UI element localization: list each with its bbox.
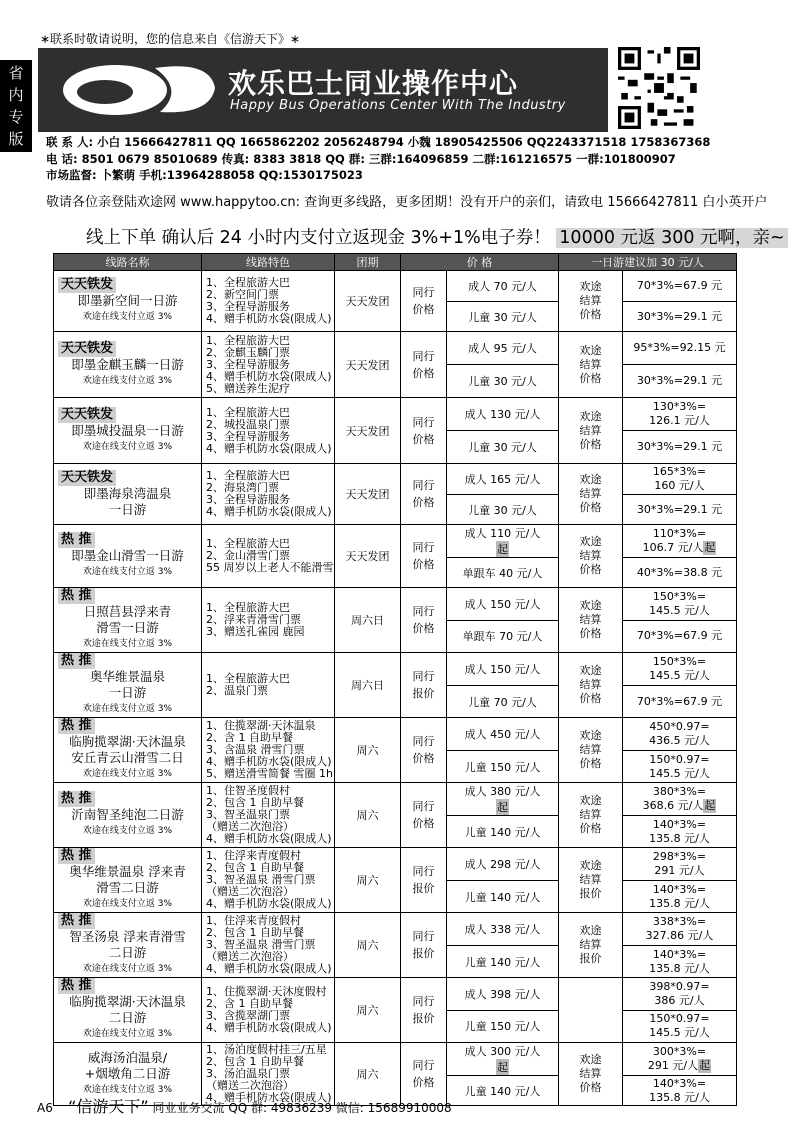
- feature-item: 4、赠手机防水袋(限成人): [206, 505, 332, 518]
- feature-item: 2、新空间门票: [206, 288, 279, 301]
- route-row: [54, 525, 737, 558]
- settle-adult-text: 150*3%= 145.5 元/人: [649, 589, 710, 617]
- settle-label: 欢途 结算 价格: [559, 653, 623, 718]
- route-name[interactable]: 滑雪二日游: [96, 880, 159, 895]
- route-features: [202, 332, 335, 398]
- settle-adult-text: 300*3%= 291 元/人: [647, 1045, 707, 1072]
- feature-item: 55 周岁以上老人不能滑雪: [206, 561, 334, 574]
- feature-item: 3、含揽翠湖门票: [206, 1009, 290, 1022]
- route-schedule: 天天发团: [335, 332, 401, 398]
- settle-child: 140*3%= 135.8 元/人: [623, 881, 737, 913]
- feature-item: 1、住揽翠湖·天沐温泉: [206, 719, 316, 732]
- route-features: [202, 913, 335, 978]
- child-price: 儿童 140 元/人: [447, 816, 559, 848]
- feature-item: 2、金山滑雪门票: [206, 549, 290, 562]
- rebate-note: 欢途在线支付立返 3%: [82, 769, 173, 779]
- header-suggest: 一日游建议加 30 元/人: [559, 254, 737, 271]
- price-type: 同行 价格: [401, 271, 447, 332]
- adult-price-text: 成人 95 元/人: [468, 342, 537, 355]
- feature-item: 1、全程旅游大巴: [206, 672, 290, 685]
- adult-price-text: 成人 298 元/人: [464, 858, 541, 872]
- route-tag: 热 推: [58, 791, 95, 807]
- feature-item: 5、赠送养生泥疗: [206, 381, 290, 395]
- feature-item: 2、含 1 自助早餐: [206, 997, 293, 1010]
- adult-price: [447, 525, 559, 558]
- settle-child: 150*0.97= 145.5 元/人: [623, 1010, 737, 1043]
- adult-price: [447, 783, 559, 816]
- child-price: 单跟车 40 元/人: [447, 558, 559, 588]
- adult-price-text: 成人 165 元/人: [464, 473, 541, 486]
- route-name-cell: [54, 271, 202, 332]
- route-features: [202, 848, 335, 913]
- promo-text: 线上下单 确认后 24 小时内支付立返现金 3%+1%电子券！: [86, 228, 551, 248]
- settle-label: 欢途 结算 价格: [559, 464, 623, 525]
- route-features: [202, 464, 335, 525]
- route-row: [54, 913, 737, 946]
- route-name[interactable]: 二日游: [108, 945, 147, 960]
- settle-label: 欢途 结算 价格: [559, 783, 623, 848]
- route-row: [54, 588, 737, 621]
- settle-child: 30*3%=29.1 元: [623, 431, 737, 464]
- adult-price: [447, 271, 559, 302]
- feature-item: 2、浮来青滑雪门票: [206, 613, 301, 626]
- route-name-cell: [54, 332, 202, 398]
- price-type: 同行 价格: [401, 525, 447, 588]
- price-type: 同行 价格: [401, 783, 447, 848]
- route-tag: 热 推: [58, 532, 95, 548]
- source-notice: ∗联系时敬请说明，您的信息来自《信游天下》∗: [40, 32, 301, 46]
- route-name-cell: [54, 653, 202, 718]
- route-name[interactable]: +烟墩角二日游: [84, 1066, 171, 1081]
- route-name[interactable]: 即墨城投温泉一日游: [71, 422, 184, 438]
- feature-item: 4、赠手机防水袋(限成人): [206, 369, 332, 383]
- route-row: [54, 848, 737, 881]
- child-price: 儿童 30 元/人: [447, 302, 559, 332]
- contact-line-2: 电 话: 8501 0679 85010689 传真: 8383 3818 QQ 群: 三群:164096859 二群:161216575 一群:101800907: [46, 152, 676, 166]
- settle-child: 30*3%=29.1 元: [623, 302, 737, 332]
- route-name[interactable]: 奥华维景温泉: [89, 669, 165, 684]
- route-name-cell: [54, 588, 202, 653]
- feature-item: 2、含 1 自助早餐: [206, 731, 293, 744]
- route-tag: 天天铁发: [58, 407, 116, 423]
- adult-price-text: 成人 150 元/人: [464, 663, 541, 677]
- adult-price: [447, 1043, 559, 1076]
- routes-table: [53, 253, 737, 1106]
- feature-item: 3、全程导游服务: [206, 429, 290, 443]
- adult-price: [447, 848, 559, 881]
- adult-price-text: 成人 150 元/人: [464, 597, 541, 611]
- settle-child: 40*3%=38.8 元: [623, 558, 737, 588]
- settle-adult: [623, 848, 737, 881]
- route-name[interactable]: 即墨新空间一日游: [77, 293, 178, 308]
- feature-item: 3、含温泉 滑雪门票: [206, 743, 305, 756]
- feature-item: 2、温泉门票: [206, 684, 268, 697]
- settle-label: 欢途 结算 价格: [559, 271, 623, 332]
- route-name-cell: [54, 848, 202, 913]
- promo-highlight: 10000 元返 300 元啊，亲~: [556, 228, 787, 248]
- feature-item: 5、赠送滑雪简餐 雪圈 1h: [206, 767, 333, 780]
- feature-item: 4、赠手机防水袋(限成人): [206, 312, 332, 325]
- route-schedule: 周六: [335, 978, 401, 1043]
- feature-item: 3、智圣温泉门票: [206, 808, 290, 821]
- feature-item: 2、海泉湾门票: [206, 481, 279, 494]
- price-type: 同行 价格: [401, 588, 447, 653]
- price-type: 同行 报价: [401, 848, 447, 913]
- route-features: [202, 271, 335, 332]
- price-type: 同行 报价: [401, 978, 447, 1043]
- feature-item: 1、全程旅游大巴: [206, 469, 290, 482]
- settle-child: 70*3%=67.9 元: [623, 686, 737, 718]
- price-type: 同行 价格: [401, 464, 447, 525]
- rebate-note: 欢途在线支付立返 3%: [82, 826, 173, 836]
- rebate-note: 欢途在线支付立返 3%: [82, 441, 173, 452]
- feature-item: 1、全程旅游大巴: [206, 537, 290, 550]
- route-schedule: 天天发团: [335, 525, 401, 588]
- feature-item: 2、城投温泉门票: [206, 417, 290, 431]
- route-row: [54, 464, 737, 495]
- rebate-note: 欢途在线支付立返 3%: [82, 1029, 173, 1039]
- route-tag: 天天铁发: [58, 277, 116, 293]
- route-name-cell: [54, 783, 202, 848]
- feature-item: 3、汤泊温泉门票: [206, 1067, 290, 1080]
- adult-price: [447, 398, 559, 431]
- website-hint: 敬请各位亲登陆欢途网 www.happytoo.cn: 查询更多线路，更多团期！没有开户的亲们，请致电 15666427811 白小英开户: [46, 195, 768, 210]
- settle-child: 70*3%=67.9 元: [623, 620, 737, 653]
- settle-adult: [623, 271, 737, 302]
- route-features: [202, 398, 335, 464]
- route-row: [54, 1043, 737, 1076]
- qi-badge: 起: [704, 799, 716, 812]
- page-number: A6: [37, 1101, 53, 1115]
- feature-item: （赠送二次泡浴）: [206, 885, 294, 898]
- settle-child: 140*3%= 135.8 元/人: [623, 1076, 737, 1106]
- settle-adult: [623, 464, 737, 495]
- adult-price-text: 成人 338 元/人: [464, 923, 541, 937]
- child-price: 儿童 140 元/人: [447, 946, 559, 978]
- settle-label: 欢途 结算 价格: [559, 718, 623, 783]
- price-type: 同行 价格: [401, 398, 447, 464]
- feature-item: 1、住浮来青度假村: [206, 914, 301, 927]
- qi-badge: 起: [699, 1059, 711, 1072]
- feature-item: 4、赠手机防水袋(限成人): [206, 1091, 332, 1104]
- feature-item: 2、包含 1 自助早餐: [206, 861, 304, 874]
- contact-line-1: 联 系 人: 小白 15666427811 QQ 1665862202 2056248794 小魏 18905425506 QQ2243371518 1758367368: [46, 135, 711, 149]
- route-schedule: 周六: [335, 848, 401, 913]
- footer-brand: “信游天下”: [68, 1097, 149, 1116]
- rebate-note: 欢途在线支付立返 3%: [82, 1085, 173, 1095]
- route-schedule: 周六: [335, 718, 401, 783]
- settle-child: 150*0.97= 145.5 元/人: [623, 751, 737, 783]
- feature-item: 4、赠手机防水袋(限成人): [206, 755, 332, 768]
- adult-price-text: 成人 70 元/人: [468, 280, 537, 293]
- settle-label: 欢途 结算 价格: [559, 332, 623, 398]
- feature-item: 1、住智圣度假村: [206, 784, 290, 797]
- route-features: [202, 783, 335, 848]
- price-type: 同行 价格: [401, 1043, 447, 1106]
- route-name[interactable]: 安丘青云山滑雪二日: [71, 750, 184, 765]
- header-schedule: 团期: [335, 254, 401, 271]
- route-name[interactable]: 二日游: [108, 1010, 147, 1025]
- settle-adult-text: 380*3%= 368.6 元/人: [642, 785, 707, 812]
- rebate-note: 欢途在线支付立返 3%: [82, 567, 173, 577]
- adult-price: [447, 978, 559, 1011]
- feature-item: 1、全程旅游大巴: [206, 333, 290, 347]
- settle-adult: [623, 1043, 737, 1076]
- child-price: 儿童 30 元/人: [447, 495, 559, 525]
- feature-item: 3、全程导游服务: [206, 493, 290, 506]
- rebate-note: 欢途在线支付立返 3%: [82, 899, 173, 909]
- child-price: 儿童 140 元/人: [447, 1076, 559, 1106]
- feature-item: 4、赠手机防水袋(限成人): [206, 832, 332, 845]
- route-row: [54, 783, 737, 816]
- route-schedule: 周六: [335, 1043, 401, 1106]
- settle-adult-text: 150*3%= 145.5 元/人: [649, 655, 710, 683]
- settle-adult: [623, 398, 737, 431]
- qr-code-icon[interactable]: [618, 46, 700, 130]
- banner-subtitle: Happy Bus Operations Center With The Industry: [230, 98, 566, 113]
- feature-item: 2、包含 1 自助早餐: [206, 1055, 304, 1068]
- settle-label: 欢途 结算 价格: [559, 398, 623, 464]
- adult-price-text: 成人 380 元/人: [464, 785, 541, 798]
- qi-badge: 起: [704, 541, 716, 554]
- feature-item: 3、全程导游服务: [206, 300, 290, 313]
- route-tag: 热 推: [58, 848, 95, 864]
- route-row: [54, 332, 737, 365]
- adult-price: [447, 913, 559, 946]
- settle-adult: [623, 525, 737, 558]
- rebate-note: 欢途在线支付立返 3%: [82, 639, 173, 649]
- route-name-cell: [54, 464, 202, 525]
- footer: [37, 1091, 452, 1117]
- child-price: 儿童 150 元/人: [447, 751, 559, 783]
- route-features: [202, 653, 335, 718]
- feature-item: 4、赠手机防水袋(限成人): [206, 441, 332, 455]
- route-schedule: 天天发团: [335, 271, 401, 332]
- adult-price: [447, 464, 559, 495]
- adult-price: [447, 718, 559, 751]
- route-name[interactable]: 奥华维景温泉 浮来青: [69, 864, 186, 879]
- banner-title: 欢乐巴士同业操作中心: [228, 67, 519, 100]
- qi-badge: 起: [497, 801, 508, 814]
- child-price: 儿童 30 元/人: [447, 365, 559, 398]
- route-name-cell: [54, 398, 202, 464]
- route-schedule: 周六日: [335, 588, 401, 653]
- route-name-cell: [54, 978, 202, 1043]
- route-name[interactable]: 滑雪一日游: [96, 620, 159, 635]
- settle-label: [559, 978, 623, 1043]
- route-name[interactable]: 即墨海泉湾温泉: [83, 486, 172, 501]
- feature-item: 4、赠手机防水袋(限成人): [206, 962, 332, 975]
- settle-adult: [623, 332, 737, 365]
- feature-item: 4、赠手机防水袋(限成人): [206, 1021, 332, 1034]
- feature-item: 1、全程旅游大巴: [206, 276, 290, 289]
- adult-price-text: 成人 110 元/人: [464, 527, 541, 540]
- settle-label: 欢途 结算 价格: [559, 525, 623, 588]
- feature-item: 4、赠手机防水袋(限成人): [206, 897, 332, 910]
- route-row: [54, 718, 737, 751]
- feature-item: 3、智圣温泉 滑雪门票: [206, 938, 316, 951]
- header-features: 线路特色: [202, 254, 335, 271]
- settle-child: 30*3%=29.1 元: [623, 495, 737, 525]
- route-name[interactable]: 智圣汤泉 浮来青滑雪: [69, 929, 186, 944]
- child-price: 儿童 30 元/人: [447, 431, 559, 464]
- promo-banner: [86, 222, 785, 254]
- adult-price-text: 成人 398 元/人: [464, 987, 541, 1001]
- banner: [38, 48, 608, 132]
- price-type: 同行 报价: [401, 913, 447, 978]
- rebate-note: 欢途在线支付立返 3%: [82, 704, 173, 714]
- settle-adult: [623, 978, 737, 1011]
- route-tag: 热 推: [58, 653, 95, 669]
- feature-item: 2、包含 1 自助早餐: [206, 796, 304, 809]
- settle-label: 欢途 结算 报价: [559, 848, 623, 913]
- route-name[interactable]: 日照莒县浮来青: [83, 604, 172, 619]
- settle-adult: [623, 588, 737, 621]
- route-tag: 热 推: [58, 588, 95, 604]
- feature-item: 1、住浮来青度假村: [206, 849, 301, 862]
- route-name[interactable]: 即墨金麒玉麟一日游: [71, 356, 184, 372]
- rebate-note: 欢途在线支付立返 3%: [82, 312, 173, 322]
- route-name[interactable]: 一日游: [108, 502, 147, 517]
- child-price: 儿童 140 元/人: [447, 881, 559, 913]
- settle-adult-text: 95*3%=92.15 元: [633, 341, 726, 354]
- route-schedule: 天天发团: [335, 464, 401, 525]
- settle-adult-text: 110*3%= 106.7 元/人: [642, 527, 707, 554]
- feature-item: 3、赠送孔雀园 鹿园: [206, 625, 305, 638]
- settle-adult-text: 298*3%= 291 元/人: [652, 850, 707, 878]
- side-tab-label: 省 内 专 版: [8, 64, 24, 148]
- adult-price: [447, 588, 559, 621]
- route-schedule: 周六: [335, 913, 401, 978]
- route-name[interactable]: 一日游: [108, 685, 147, 700]
- child-price: 儿童 150 元/人: [447, 1010, 559, 1043]
- settle-adult: [623, 783, 737, 816]
- adult-price-text: 成人 130 元/人: [464, 408, 541, 421]
- qi-badge: 起: [497, 543, 508, 556]
- feature-item: （赠送二次泡浴）: [206, 820, 294, 833]
- route-schedule: 周六: [335, 783, 401, 848]
- route-schedule: 周六日: [335, 653, 401, 718]
- settle-adult-text: 450*0.97= 436.5 元/人: [649, 720, 710, 747]
- route-row: [54, 978, 737, 1011]
- route-features: [202, 718, 335, 783]
- price-type: 同行 价格: [401, 718, 447, 783]
- feature-item: 1、住揽翠湖·天沐度假村: [206, 985, 327, 998]
- settle-adult-text: 130*3%= 126.1 元/人: [649, 400, 710, 427]
- adult-price: [447, 332, 559, 365]
- settle-label: 欢途 结算 价格: [559, 588, 623, 653]
- settle-child: 30*3%=29.1 元: [623, 365, 737, 398]
- route-features: [202, 588, 335, 653]
- settle-adult-text: 338*3%= 327.86 元/人: [645, 915, 714, 943]
- adult-price-text: 成人 300 元/人: [464, 1045, 541, 1058]
- settle-adult: [623, 718, 737, 751]
- settle-adult-text: 70*3%=67.9 元: [636, 279, 723, 292]
- route-features: [202, 525, 335, 588]
- route-tag: 热 推: [58, 718, 95, 734]
- child-price: 儿童 70 元/人: [447, 686, 559, 718]
- footer-contact: 同业业务交流 QQ 群: 49836239 微信: 15689910008: [152, 1101, 452, 1115]
- route-schedule: 天天发团: [335, 398, 401, 464]
- settle-adult: [623, 913, 737, 946]
- feature-item: 1、汤泊度假村挂三/五星: [206, 1043, 327, 1056]
- price-type: 同行 价格: [401, 332, 447, 398]
- side-tab: [0, 60, 32, 152]
- route-row: [54, 398, 737, 431]
- feature-item: 3、智圣温泉 滑雪门票: [206, 873, 316, 886]
- feature-item: （赠送二次泡浴）: [206, 1079, 294, 1092]
- contact-line-3: 市场监督: 卜繁萌 手机:13964288058 QQ:1530175023: [46, 168, 363, 182]
- child-price: 单跟车 70 元/人: [447, 620, 559, 653]
- route-name-cell: [54, 718, 202, 783]
- route-tag: 热 推: [58, 913, 95, 929]
- route-tag: 天天铁发: [58, 470, 116, 486]
- route-name-cell: [54, 525, 202, 588]
- route-name[interactable]: 即墨金山滑雪一日游: [71, 548, 184, 563]
- settle-label: 欢途 结算 报价: [559, 913, 623, 978]
- feature-item: 1、全程旅游大巴: [206, 405, 290, 419]
- feature-item: 2、包含 1 自助早餐: [206, 926, 304, 939]
- price-type: 同行 报价: [401, 653, 447, 718]
- feature-item: （赠送二次泡浴）: [206, 950, 294, 963]
- qi-badge: 起: [497, 1061, 508, 1074]
- rebate-note: 欢途在线支付立返 3%: [82, 964, 173, 974]
- route-name-cell: [54, 913, 202, 978]
- settle-adult-text: 165*3%= 160 元/人: [652, 465, 707, 492]
- route-name[interactable]: 临朐揽翠湖·天沐温泉: [69, 994, 186, 1009]
- route-name[interactable]: 威海汤泊温泉/: [87, 1050, 168, 1065]
- route-features: [202, 978, 335, 1043]
- feature-item: 2、金麒玉麟门票: [206, 345, 290, 359]
- route-row: [54, 271, 737, 302]
- route-row: [54, 653, 737, 686]
- route-name[interactable]: 沂南智圣纯泡二日游: [71, 807, 184, 822]
- settle-adult: [623, 653, 737, 686]
- adult-price: [447, 653, 559, 686]
- bus-logo-icon: [60, 60, 220, 118]
- settle-child: 140*3%= 135.8 元/人: [623, 946, 737, 978]
- route-tag: 热 推: [58, 978, 95, 994]
- rebate-note: 欢途在线支付立返 3%: [82, 375, 173, 386]
- settle-label: 欢途 结算 价格: [559, 1043, 623, 1106]
- table-header: [54, 254, 737, 271]
- feature-item: 1、全程旅游大巴: [206, 601, 290, 614]
- settle-adult-text: 398*0.97= 386 元/人: [649, 979, 710, 1007]
- settle-child: 140*3%= 135.8 元/人: [623, 816, 737, 848]
- header-price: 价 格: [401, 254, 559, 271]
- route-tag: 天天铁发: [58, 341, 116, 357]
- feature-item: 3、全程导游服务: [206, 357, 290, 371]
- adult-price-text: 成人 450 元/人: [464, 728, 541, 741]
- header-route: 线路名称: [54, 254, 202, 271]
- route-name[interactable]: 临朐揽翠湖·天沐温泉: [69, 734, 186, 749]
